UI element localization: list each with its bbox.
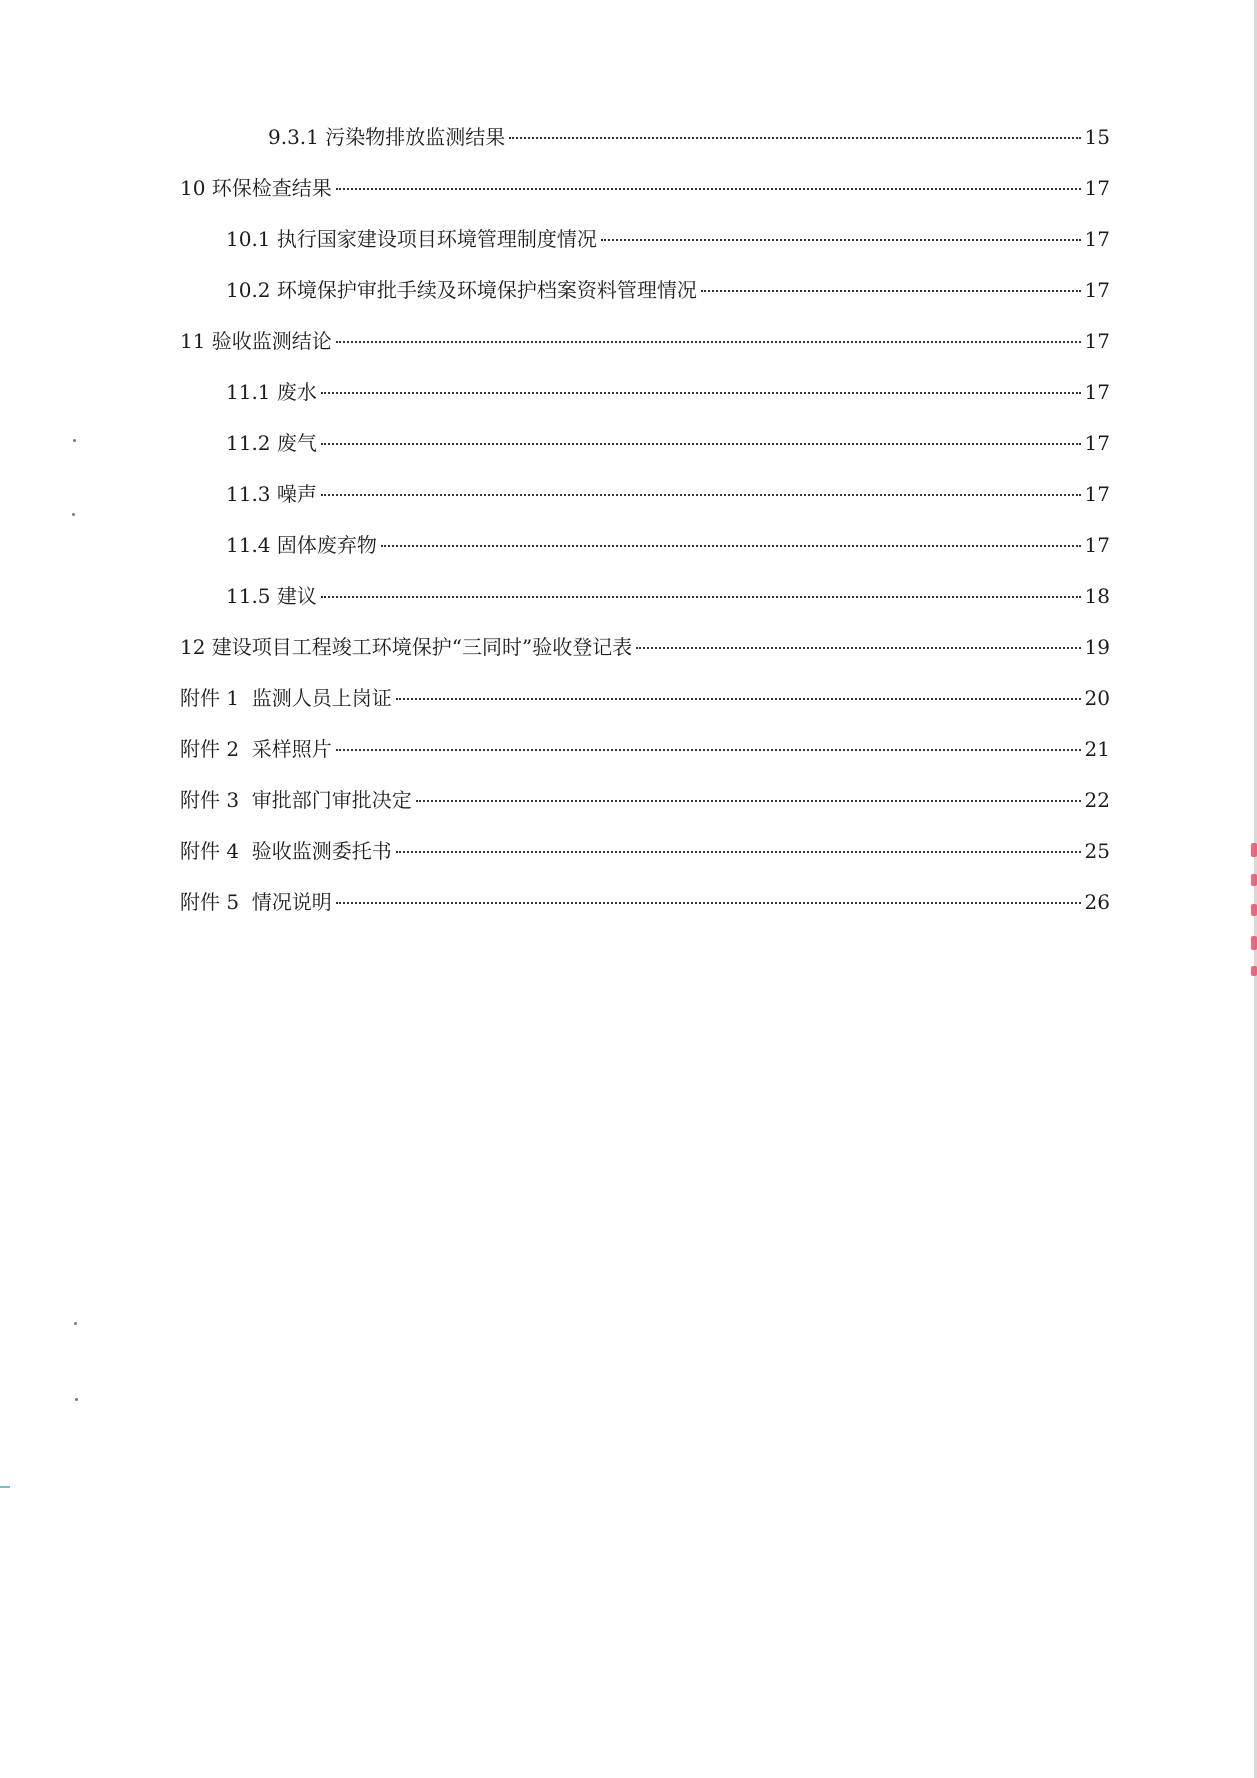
toc-entry-appendix-5[interactable]	[180, 887, 1110, 917]
toc-entry-label: 附件 2 采样照片	[180, 737, 332, 761]
toc-entry-page: 26	[1084, 890, 1110, 914]
toc-dot-leader	[321, 596, 1081, 598]
seal-fragment	[1251, 966, 1257, 976]
toc-dot-leader	[336, 341, 1081, 343]
toc-entry-appendix-4[interactable]	[180, 836, 1110, 866]
toc-dot-leader	[381, 545, 1081, 547]
scan-speck	[74, 1322, 77, 1325]
toc-dot-leader	[321, 443, 1081, 445]
toc-entry-label: 10.1 执行国家建设项目环境管理制度情况	[226, 227, 597, 251]
toc-entry-label: 9.3.1 污染物排放监测结果	[268, 125, 506, 149]
toc-entry-appendix-3[interactable]	[180, 785, 1110, 815]
toc-entry-12[interactable]	[180, 632, 1110, 662]
toc-entry-11-4[interactable]	[226, 530, 1110, 560]
toc-entry-label: 附件 1 监测人员上岗证	[180, 686, 392, 710]
toc-entry-11[interactable]	[180, 326, 1110, 356]
toc-entry-label: 10 环保检查结果	[180, 176, 332, 200]
toc-entry-label: 11 验收监测结论	[180, 329, 332, 353]
toc-entry-page: 17	[1084, 176, 1110, 200]
toc-entry-appendix-2[interactable]	[180, 734, 1110, 764]
toc-dot-leader	[416, 800, 1081, 802]
seal-fragment	[1251, 843, 1257, 857]
toc-entry-page: 25	[1084, 839, 1110, 863]
toc-entry-10-1[interactable]	[226, 224, 1110, 254]
scan-speck	[73, 439, 76, 442]
toc-dot-leader	[601, 239, 1081, 241]
scan-speck	[0, 1486, 10, 1488]
toc-entry-label: 11.4 固体废弃物	[226, 533, 377, 557]
toc-entry-page: 17	[1084, 329, 1110, 353]
toc-dot-leader	[396, 698, 1081, 700]
toc-entry-label: 11.3 噪声	[226, 482, 317, 506]
seal-fragment	[1251, 936, 1257, 950]
toc-entry-11-3[interactable]	[226, 479, 1110, 509]
toc-dot-leader	[321, 392, 1081, 394]
toc-dot-leader	[336, 749, 1081, 751]
toc-entry-label: 附件 5 情况说明	[180, 890, 332, 914]
toc-entry-page: 19	[1084, 635, 1110, 659]
toc-entry-10[interactable]	[180, 173, 1110, 203]
toc-entry-page: 15	[1084, 125, 1110, 149]
toc-entry-label: 10.2 环境保护审批手续及环境保护档案资料管理情况	[226, 278, 697, 302]
toc-entry-page: 17	[1084, 533, 1110, 557]
toc-dot-leader	[701, 290, 1081, 292]
toc-entry-label: 附件 3 审批部门审批决定	[180, 788, 412, 812]
scan-speck	[72, 513, 75, 516]
toc-entry-appendix-1[interactable]	[180, 683, 1110, 713]
toc-dot-leader	[396, 851, 1081, 853]
toc-entry-page: 17	[1084, 431, 1110, 455]
toc-entry-label: 附件 4 验收监测委托书	[180, 839, 392, 863]
toc-entry-page: 22	[1084, 788, 1110, 812]
toc-dot-leader	[336, 188, 1081, 190]
toc-entry-label: 11.5 建议	[226, 584, 317, 608]
toc-entry-page: 18	[1084, 584, 1110, 608]
toc-entry-page: 21	[1084, 737, 1110, 761]
toc-entry-11-1[interactable]	[226, 377, 1110, 407]
seal-fragment	[1251, 874, 1257, 886]
toc-dot-leader	[509, 137, 1080, 139]
toc-entry-page: 17	[1084, 380, 1110, 404]
toc-entry-11-5[interactable]	[226, 581, 1110, 611]
toc-entry-label: 12 建设项目工程竣工环境保护“三同时”验收登记表	[180, 635, 633, 659]
toc-entry-label: 11.2 废气	[226, 431, 317, 455]
toc-entry-11-2[interactable]	[226, 428, 1110, 458]
toc-entry-label: 11.1 废水	[226, 380, 317, 404]
scan-speck	[75, 1398, 78, 1401]
toc-entry-page: 17	[1084, 227, 1110, 251]
toc-dot-leader	[636, 647, 1080, 649]
toc-entry-page: 17	[1084, 278, 1110, 302]
toc-entry-page: 17	[1084, 482, 1110, 506]
toc-entry-page: 20	[1084, 686, 1110, 710]
toc-entry-10-2[interactable]	[226, 275, 1110, 305]
toc-dot-leader	[321, 494, 1081, 496]
toc-entry-9-3-1[interactable]	[268, 122, 1110, 152]
seal-fragment	[1251, 904, 1257, 916]
toc-dot-leader	[336, 902, 1081, 904]
